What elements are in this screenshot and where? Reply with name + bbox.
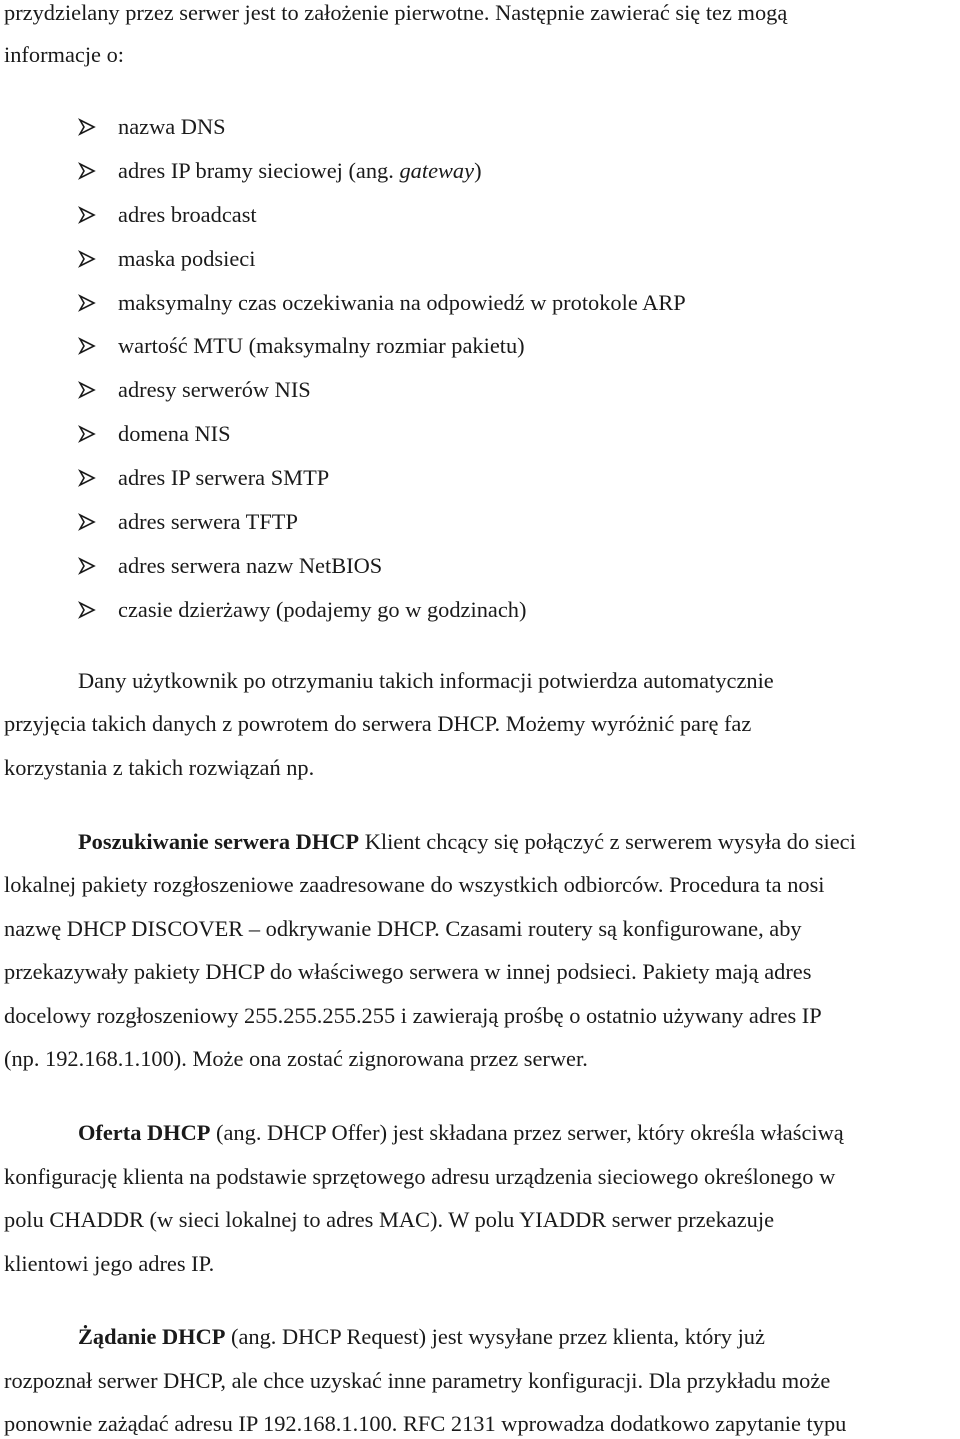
list-item: adres serwera nazw NetBIOS <box>78 551 686 595</box>
paragraph-line: Oferta DHCP (ang. DHCP Offer) jest składana przez serwer, który określa właściwą <box>78 1120 844 1145</box>
intro-line-1: przydzielany przez serwer jest to założenie pierwotne. Następnie zawierać się tez mogą <box>4 0 788 25</box>
arrowhead-bullet-icon <box>78 469 96 487</box>
section-heading: Żądanie DHCP <box>78 1324 226 1349</box>
paragraph-line: nazwę DHCP DISCOVER – odkrywanie DHCP. Czasami routery są konfigurowane, aby <box>4 916 802 941</box>
paragraph-line: Żądanie DHCP (ang. DHCP Request) jest wysyłane przez klienta, który już <box>78 1324 765 1349</box>
paragraph-line: lokalnej pakiety rozgłoszeniowe zaadresowane do wszystkich odbiorców. Procedura ta nosi <box>4 872 825 897</box>
arrowhead-bullet-icon <box>78 294 96 312</box>
list-item: adresy serwerów NIS <box>78 375 686 419</box>
paragraph-line: przekazywały pakiety DHCP do właściwego serwera w innej podsieci. Pakiety mają adres <box>4 959 812 984</box>
paragraph-line: Dany użytkownik po otrzymaniu takich informacji potwierdza automatycznie <box>78 668 774 693</box>
paragraph-line: Poszukiwanie serwera DHCP Klient chcący się połączyć z serwerem wysyła do sieci <box>78 829 856 854</box>
paragraph-line: ponownie zażądać adresu IP 192.168.1.100. RFC 2131 wprowadza dodatkowo zapytanie typu <box>4 1411 847 1436</box>
list-item: maska podsieci <box>78 244 686 288</box>
list-item: maksymalny czas oczekiwania na odpowiedź w protokole ARP <box>78 288 686 332</box>
paragraph-line: (np. 192.168.1.100). Może ona zostać zignorowana przez serwer. <box>4 1046 588 1071</box>
arrowhead-bullet-icon <box>78 206 96 224</box>
arrowhead-bullet-icon <box>78 601 96 619</box>
dhcp-options-list <box>78 112 686 639</box>
list-item: adres IP bramy sieciowej (ang. gateway) <box>78 156 686 200</box>
paragraph-line: polu CHADDR (w sieci lokalnej to adres MAC). W polu YIADDR serwer przekazuje <box>4 1207 775 1232</box>
list-item: adres serwera TFTP <box>78 507 686 551</box>
arrowhead-bullet-icon <box>78 118 96 136</box>
paragraph-line: klientowi jego adres IP. <box>4 1251 215 1276</box>
section-heading: Oferta DHCP <box>78 1120 211 1145</box>
arrowhead-bullet-icon <box>78 250 96 268</box>
arrowhead-bullet-icon <box>78 557 96 575</box>
arrowhead-bullet-icon <box>78 381 96 399</box>
list-item: czasie dzierżawy (podajemy go w godzinach) <box>78 595 686 639</box>
arrowhead-bullet-icon <box>78 162 96 180</box>
list-item: adres IP serwera SMTP <box>78 463 686 507</box>
paragraph-line: przyjęcia takich danych z powrotem do serwera DHCP. Możemy wyróżnić parę faz <box>4 711 752 736</box>
arrowhead-bullet-icon <box>78 337 96 355</box>
list-item: wartość MTU (maksymalny rozmiar pakietu) <box>78 331 686 375</box>
intro-line-2: informacje o: <box>4 42 124 67</box>
paragraph-line: docelowy rozgłoszeniowy 255.255.255.255 i zawierają prośbę o ostatnio używany adres IP <box>4 1003 822 1028</box>
list-item: adres broadcast <box>78 200 686 244</box>
arrowhead-bullet-icon <box>78 425 96 443</box>
paragraph-line: korzystania z takich rozwiązań np. <box>4 755 315 780</box>
list-item: domena NIS <box>78 419 686 463</box>
arrowhead-bullet-icon <box>78 513 96 531</box>
paragraph-line: rozpoznał serwer DHCP, ale chce uzyskać inne parametry konfiguracji. Dla przykładu może <box>4 1368 831 1393</box>
list-item: nazwa DNS <box>78 112 686 156</box>
paragraph-line: konfigurację klienta na podstawie sprzętowego adresu urządzenia sieciowego określonego w <box>4 1164 836 1189</box>
section-heading: Poszukiwanie serwera DHCP <box>78 829 360 854</box>
